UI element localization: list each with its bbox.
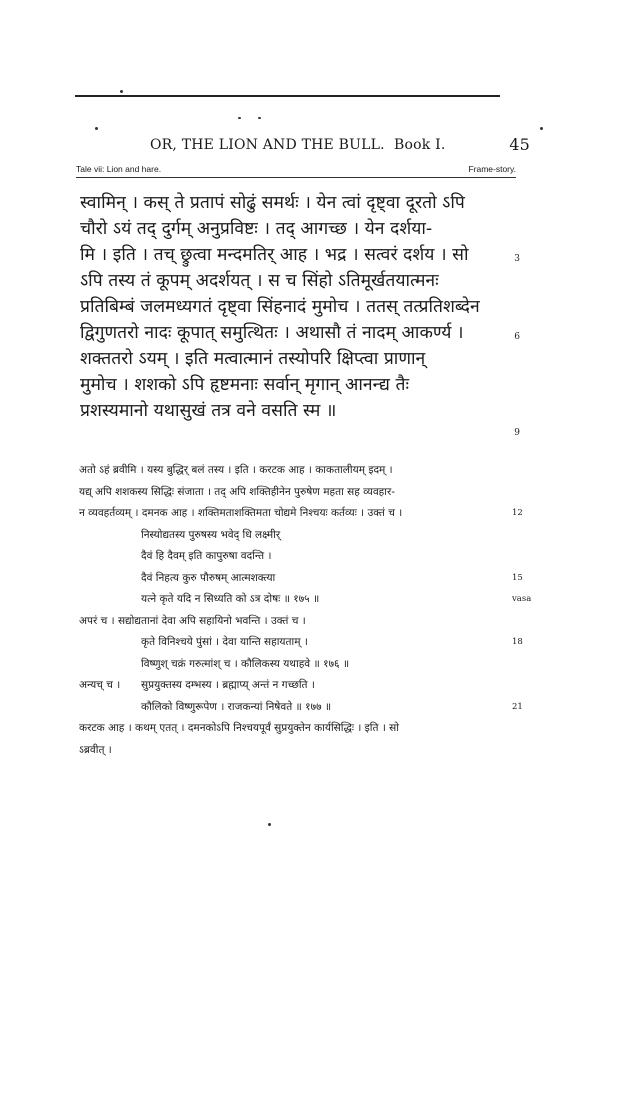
note-text: अपरं च । सद्योद्यतानां देवा अपि सहायिनो भवन्ति । उक्तं च । [79, 614, 306, 627]
verse-line [79, 632, 523, 654]
page-number: 45 [509, 135, 530, 154]
note-text: न व्यवहर्तव्यम् । दमनक आह । शक्तिमताशक्तिमता चोद्यमे निश्चयः कर्तव्यः । उक्तं च । [79, 507, 403, 519]
line-number: 3 [514, 254, 520, 264]
main-line: प्रतिबिम्बं जलमध्यगतं दृष्ट्वा सिंहनादं मुमोच । ततस् तत्प्रतिशब्देन [80, 297, 480, 317]
note-line [79, 503, 523, 525]
verse-text: कौलिको विष्णुरूपेण । राजकन्यां निषेवते ॥ १७७ ॥ [141, 700, 332, 713]
main-line: द्विगुणतरो नादः कूपात् समुत्थितः । अथासौ तं नादम् आकर्ण्य । [80, 323, 464, 343]
main-line: स्वामिन् । कस् ते प्रतापं सोढुं समर्थः । येन त्वां दृष्ट्वा दूरतो ऽपि [80, 193, 465, 213]
main-line: चौरो ऽयं तद् दुर्गम् अनुप्रविष्टः । तद् आगच्छ । येन दर्शया- [80, 219, 433, 239]
speck [268, 823, 271, 826]
tale-label: Tale vii: Lion and hare. [76, 164, 162, 174]
note-line [79, 740, 519, 762]
line-number: 12 [512, 508, 523, 518]
note-text: यद्य् अपि शशकस्य सिद्धिः संजाता । तद् अपि शक्तिहीनेन पुरुषेण महता सह व्यवहार- [79, 485, 396, 498]
verse-line [79, 568, 523, 590]
speck [120, 90, 123, 93]
header-book: Book I. [394, 137, 446, 153]
top-rule [75, 95, 500, 97]
note-line [79, 482, 519, 504]
verse-text: कृते विनिश्चये पुंसां । देवा यान्ति सहायताम् । [141, 636, 308, 648]
header-title-text: OR, THE LION AND THE BULL. [150, 137, 385, 153]
main-line: शक्ततरो ऽयम् । इति मत्वात्मानं तस्योपरि क्षिप्त्वा प्राणान् [80, 349, 426, 369]
speck [95, 127, 98, 130]
verse-text: दैवं निहत्य कुरु पौरुषम् आत्मशक्त्या [141, 571, 276, 584]
note-line [79, 675, 519, 697]
frame-story-label: Frame-story. [468, 164, 516, 174]
note-label: अन्यच् च । [79, 679, 121, 691]
verse-text: विष्णुश् चक्रं गरुत्मांश् च । कौलिकस्य यथाहवे ॥ १७६ ॥ [141, 657, 350, 670]
commentary-text [79, 460, 532, 761]
verse-line [79, 589, 532, 611]
main-line: मुमोच । शशको ऽपि हृष्टमनाः सर्वान् मृगान् आनन्द्य तैः [80, 375, 409, 395]
note-text: अतो ऽहं ब्रवीमि । यस्य बुद्धिर् बलं तस्य । इति । करटक आह । काकतालीयम् इदम् । [79, 464, 393, 476]
verse-line [79, 525, 519, 547]
verse-text: यत्ने कृते यदि न सिध्यति को ऽत्र दोषः ॥ १७५ ॥ [141, 593, 320, 605]
speck [238, 117, 241, 119]
note-text: ऽब्रवीत् । [79, 743, 112, 756]
speck [258, 117, 261, 119]
line-number: 18 [512, 637, 523, 647]
verse-line [79, 697, 523, 719]
line-number: 6 [514, 332, 520, 342]
note-text: करटक आह । कथम् एतत् । दमनकोऽपि निश्चयपूर्वं सुप्रयुक्तेन कार्यसिद्धिः । इति । सो [79, 722, 399, 734]
header-rule [76, 177, 516, 178]
line-number: 21 [512, 701, 523, 712]
header-title [150, 137, 446, 153]
main-line: मि । इति । तच् छ्रुत्वा मन्दमतिर् आह । भद्र । सत्वरं दर्शय । सो [80, 245, 469, 265]
verse-line [79, 546, 519, 568]
line-number: 9 [514, 428, 520, 438]
verse-text: निस्योद्यतस्य पुरुषस्य भवेद् धि लक्ष्मीर् [141, 528, 281, 541]
main-line: प्रशस्यमानो यथासुखं तत्र वने वसति स्म ॥ [80, 401, 337, 421]
speck [540, 127, 543, 130]
main-line: ऽपि तस्य तं कूपम् अदर्शयत् । स च सिंहो ऽतिमूर्खतयात्मनः [80, 271, 439, 291]
main-text [80, 190, 505, 424]
verse-line [79, 654, 519, 676]
note-line [79, 460, 519, 482]
note-line [79, 718, 519, 740]
note-line [79, 611, 519, 633]
margin-note: vasa [512, 594, 532, 604]
line-number: 15 [512, 572, 523, 583]
verse-text: दैवं हि दैवम् इति कापुरुषा वदन्ति । [141, 550, 272, 562]
verse-text: सुप्रयुक्तस्य दम्भस्य । ब्रह्माप्य् अन्तं न गच्छति । [141, 679, 315, 691]
